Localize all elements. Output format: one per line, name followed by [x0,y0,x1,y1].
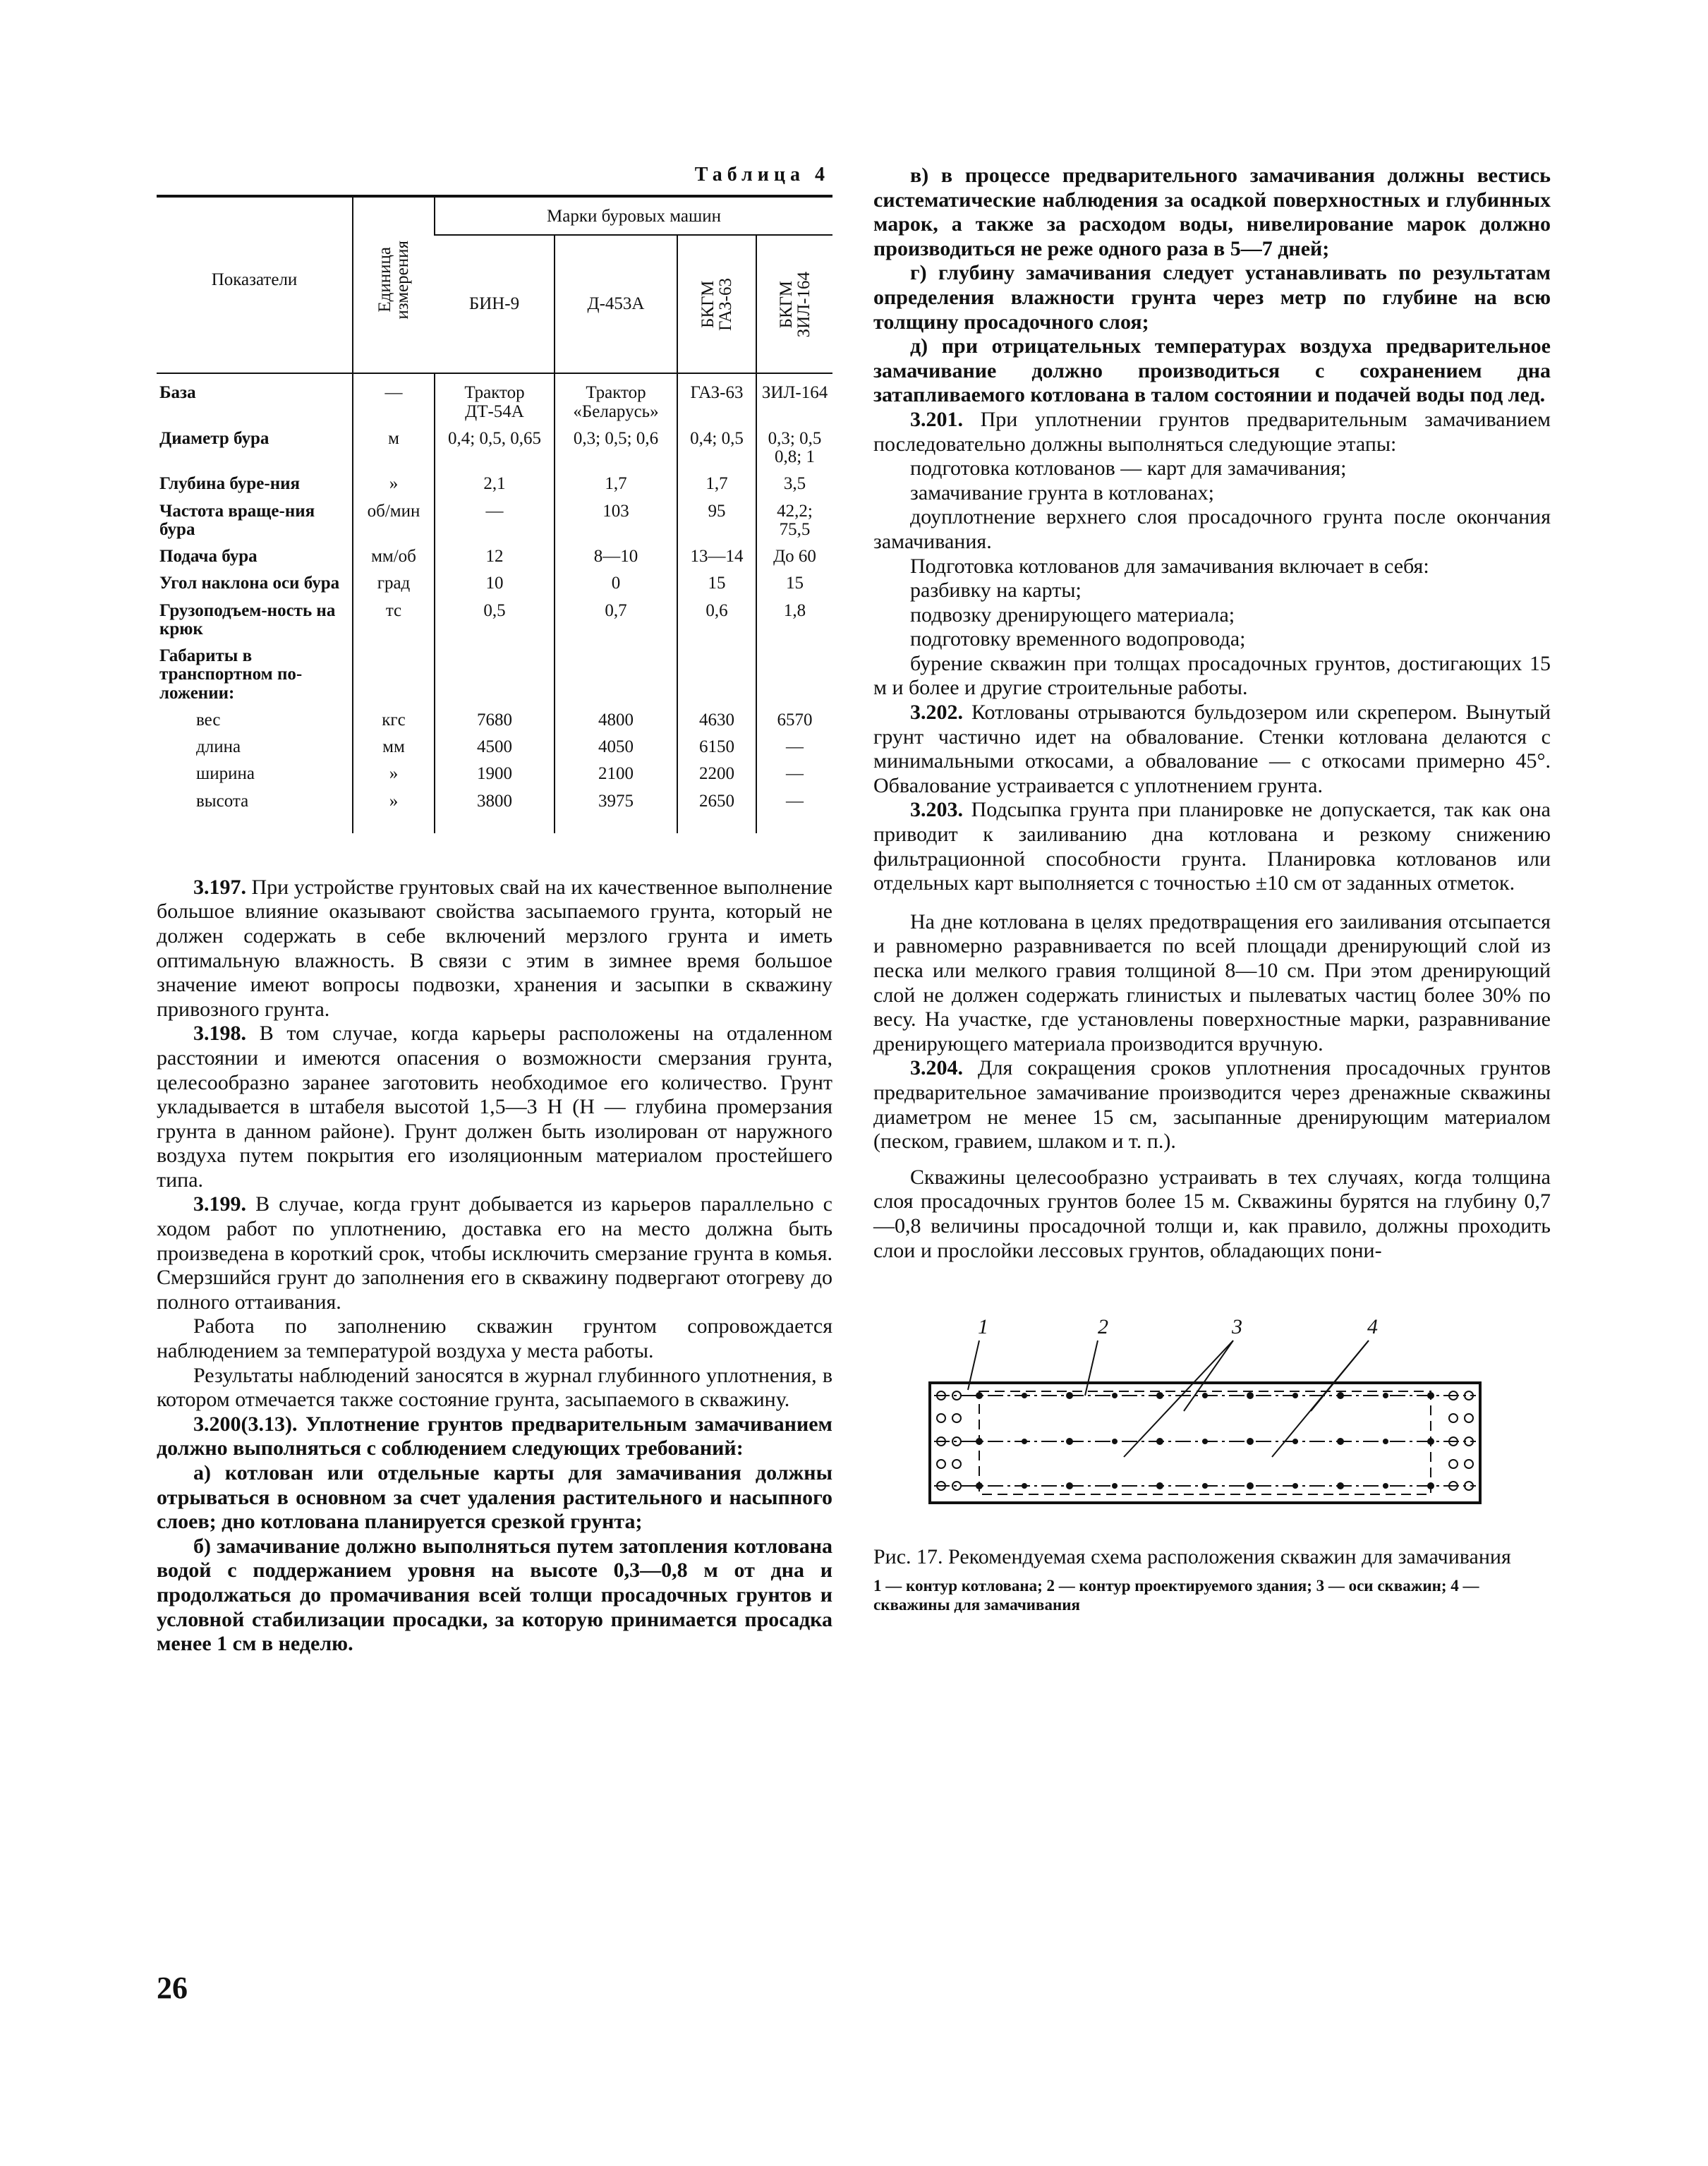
well-marker [1156,1438,1163,1445]
cell: 1,8 [756,600,832,646]
requirement-b: б) замачивание должно выполняться путем затопления котлована водой с поддержанием уровня на высоте 0,3—0,8 м от дна и продолжаться до промачивания всей толщи просадочных грунтов и условной стабилизации просадки, за которую принимается просадка менее 1 см в неделю. [157,1534,832,1656]
figure-label-4: 4 [1367,1315,1378,1339]
well-marker [1292,1483,1298,1489]
header-machine-bin9: БИН-9 [435,235,555,373]
row-label: ширина [196,764,255,784]
cell: Трактор ДТ-54А [435,373,555,428]
list-item: замачивание грунта в котлованах; [910,480,1214,504]
cell: 3,5 [756,473,832,500]
cell: 0,3; 0,5 0,8; 1 [756,428,832,474]
table-row [157,763,832,790]
cell: 4800 [555,710,677,737]
cell: 3975 [555,791,677,833]
cell: 3800 [435,791,555,833]
cell: 4630 [677,710,756,737]
well-marker [976,1438,983,1445]
table-caption: Таблица 4 [694,164,830,186]
leader-line-3b [1124,1341,1233,1457]
row-unit: м [353,428,435,474]
well-marker [1202,1439,1208,1444]
paragraph-3-199: 3.199. В случае, когда грунт добывается из карьеров параллельно с ходом работ по уплотнению, доставка его на место должна быть произведена в короткий срок, чтобы исключить смерзание грунта в комья. Смерзшийся грунт до заполнения его в скважину подвергают отогреву до полного оттаивания. [157,1192,832,1314]
cell: 0,4; 0,5 [677,428,756,474]
edge-well-marker [1449,1460,1458,1468]
cell: 0,3; 0,5; 0,6 [555,428,677,474]
cell: 6150 [677,737,756,763]
cell: 95 [677,501,756,547]
cell: ГАЗ-63 [677,373,756,428]
cell: 12 [435,546,555,573]
well-marker [1066,1438,1073,1445]
row-unit: » [353,763,435,790]
well-marker [1202,1393,1208,1398]
header-machine-bkgm-zil164: БКГМ ЗИЛ-164 [756,235,832,373]
cell: 0 [555,573,677,600]
row-unit: град [353,573,435,600]
cell: 0,4; 0,5, 0,65 [435,428,555,474]
row-label: База [159,383,196,403]
edge-well-marker [1449,1414,1458,1422]
cell: 15 [756,573,832,600]
cell: — [756,763,832,790]
cell: 0,5 [435,600,555,646]
cell: 6570 [756,710,832,737]
header-machines-group: Марки буровых машин [435,196,832,235]
row-label: Диаметр бура [159,428,269,448]
cell [555,646,677,710]
edge-well-marker [937,1414,945,1422]
row-label: длина [196,737,241,756]
figure-17 [873,1312,1551,1614]
row-unit: — [353,373,435,428]
right-column [873,164,1551,1614]
edge-well-marker [937,1460,945,1468]
table-row [157,373,832,428]
well-layout-diagram [873,1312,1551,1517]
cell: 2650 [677,791,756,833]
row-unit: об/мин [353,501,435,547]
edge-well-marker [1465,1414,1473,1422]
leader-line-3a [1184,1341,1233,1411]
figure-label-1: 1 [978,1315,988,1339]
requirement-d: д) при отрицательных температурах воздуха предварительное замачивание должно производиться с сохранением дна затапливаемого котлована в талом состоянии и подачей воды под лед. [873,334,1551,407]
requirement-g: г) глубину замачивания следует устанавливать по результатам определения влажности грунта через метр по глубине на всю толщину просадочного слоя; [873,261,1551,334]
drilling-machines-table [157,195,832,833]
table-row [157,428,832,474]
edge-well-marker [1465,1460,1473,1468]
cell: 7680 [435,710,555,737]
paragraph-3-203: 3.203. Подсыпка грунта при планировке не допускается, так как она приводит к заиливанию дна котлована и резкому снижению фильтрационной способности грунта. Планировка котлованов или отдельных карт выполняется с точностью ±10 см от заданных отметок. [873,798,1551,895]
row-label: Грузоподъем-ность на крюк [159,600,336,639]
cell: 0,7 [555,600,677,646]
cell: 8—10 [555,546,677,573]
table-row [157,646,832,710]
cell [677,646,756,710]
cell: 1,7 [555,473,677,500]
row-unit [353,646,435,710]
paragraph-3-198: 3.198. В том случае, когда карьеры расположены на отдаленном расстоянии и имеются опасения о возможности смерзания грунта, целесообразно заранее заготовить необходимое его количество. Грунт укладывается в штабеля высотой 1,5—3 H (H — глубина промерзания грунта в данном районе). Грунт должен быть изолирован от наружного воздуха путем покрытия его изоляционным материалом простейшего типа. [157,1022,832,1192]
header-machine-bkgm-gaz63: БКГМ ГАЗ-63 [677,235,756,373]
row-unit: » [353,791,435,833]
paragraph-3-197: 3.197. При устройстве грунтовых свай на их качественное выполнение большое влияние оказывают свойства засыпаемого грунта, который не должен содержать в себе включений мерзлого грунта и иметь оптимальную влажность. В связи с этим в зимнее время большое значение имеют вопросы подвозки, хранения и засыпки в скважину привозного грунта. [157,875,832,1021]
well-marker [1383,1393,1388,1398]
row-label: Глубина буре-ния [159,474,301,494]
well-marker [1427,1438,1434,1445]
figure-legend: 1 — контур котлована; 2 — контур проектируемого здания; 3 — оси скважин; 4 — скважины для замачивания [873,1577,1479,1614]
well-marker [1112,1439,1118,1444]
paragraph-3-204: 3.204. Для сокращения сроков уплотнения просадочных грунтов предварительное замачивание производится через дренажные скважины диаметром не менее 15 см, засыпанные дренирующим материалом (песком, гравием, шлаком и т. п.). [873,1056,1551,1154]
figure-label-3: 3 [1232,1315,1242,1339]
list-item: подготовка котлованов — карт для замачивания; [910,456,1347,480]
paragraph-3-202: 3.202. Котлованы отрываются бульдозером или скрепером. Вынутый грунт частично идет на обвалование. Стенки котлована делаются с минимальными откосами, а обвалование — с откосами примерно 45°. Обвалование устраивается с уплотнением грунта. [873,701,1551,797]
requirement-v: в) в процессе предварительного замачивания должны вестись систематические наблюдения за осадкой поверхностных и глубинных марок, а также за расходом воды, нивелирование марок должно производиться не реже одного раза в 5—7 дней; [873,164,1551,260]
cell: 0,6 [677,600,756,646]
cell: — [756,737,832,763]
well-marker [1247,1438,1254,1445]
row-label: Угол наклона оси бура [159,574,340,593]
figure-caption: Рис. 17. Рекомендуемая схема расположения скважин для замачивания [873,1545,1511,1569]
cell: 2100 [555,763,677,790]
table-row [157,737,832,763]
table-row [157,573,832,600]
cell: ЗИЛ-164 [756,373,832,428]
well-marker [1156,1482,1163,1489]
cell: 1,7 [677,473,756,500]
row-label: Частота враще-ния бура [159,501,315,539]
list-item: подвозку дренирующего материала; [910,603,1235,627]
leader-line-2 [1085,1341,1098,1396]
row-unit: тс [353,600,435,646]
well-marker [1383,1439,1388,1444]
well-marker [1247,1482,1254,1489]
paragraph: Результаты наблюдений заносятся в журнал глубинного уплотнения, в котором отмечается также состояние грунта, засыпаемого в скважину. [157,1363,832,1412]
well-marker [1427,1392,1434,1399]
well-marker [1292,1393,1298,1398]
row-unit: » [353,473,435,500]
well-marker [1066,1482,1073,1489]
row-unit: кгс [353,710,435,737]
list-item: бурение скважин при толщах просадочных грунтов, достигающих 15 м и более и другие строительные работы. [873,651,1551,700]
row-unit: мм/об [353,546,435,573]
list-item: разбивку на карты; [910,579,1082,603]
table-row [157,791,832,833]
cell [435,646,555,710]
cell: До 60 [756,546,832,573]
header-indicators: Показатели [157,196,353,373]
edge-well-marker [952,1460,961,1468]
well-marker [1022,1439,1027,1444]
well-marker [1247,1392,1254,1399]
cell: 2200 [677,763,756,790]
paragraph: На дне котлована в целях предотвращения его заиливания отсыпается и равномерно разравнивается по всей площади дренирующий слой из песка или мелкого гравия толщиной 8—10 см. При этом дренирующий слой не должен содержать глинистых и пылеватых частиц более 30% по весу. На участке, где установлены поверхностные марки, разравнивание дренирующего материала производится вручную. [873,909,1551,1055]
cell: 103 [555,501,677,547]
cell: 15 [677,573,756,600]
well-marker [1022,1483,1027,1489]
paragraph: Скважины целесообразно устраивать в тех случаях, когда толщина слоя просадочных грунтов более 15 м. Скважины бурятся на глубину 0,7—0,8 величины просадочной толщи и, как правило, должны проходить слои и прослойки лессовых грунтов, обладающих пони- [873,1165,1551,1262]
table-row [157,600,832,646]
cell: 42,2; 75,5 [756,501,832,547]
row-label: вес [196,710,221,730]
page-number: 26 [157,1971,188,2005]
cell: 2,1 [435,473,555,500]
row-label: Подача бура [159,547,258,566]
well-marker [1337,1392,1344,1399]
well-marker [1156,1392,1163,1399]
row-label: высота [196,791,249,811]
well-marker [1112,1393,1118,1398]
paragraph-3-200: 3.200(3.13). Уплотнение грунтов предварительным замачиванием должно выполняться с соблюдением следующих требований: [157,1412,832,1460]
well-marker [1292,1439,1298,1444]
well-marker [1202,1483,1208,1489]
header-unit: Единица измерения [353,196,435,373]
well-marker [1022,1393,1027,1398]
cell: 1900 [435,763,555,790]
cell: 4500 [435,737,555,763]
well-marker [1427,1482,1434,1489]
well-marker [976,1392,983,1399]
cell: 13—14 [677,546,756,573]
cell [756,646,832,710]
well-marker [976,1482,983,1489]
paragraph: Подготовка котлованов для замачивания включает в себя: [910,554,1429,578]
table-row [157,710,832,737]
paragraph-3-201: 3.201. При уплотнении грунтов предварительным замачиванием последовательно должны выполняться следующие этапы: [873,407,1551,456]
paragraph: Работа по заполнению скважин грунтом сопровождается наблюдением за температурой воздуха у места работы. [157,1314,832,1363]
well-marker [1337,1438,1344,1445]
left-text [157,876,832,1657]
well-marker [1112,1483,1118,1489]
table-row [157,501,832,547]
cell: 4050 [555,737,677,763]
table-row [157,473,832,500]
requirement-a: а) котлован или отдельные карты для замачивания должны отрываться в основном за счет удаления растительного и насыпного слоев; дно котлована планируется срезкой грунта; [157,1461,832,1534]
leader-line-4b [1272,1341,1369,1457]
well-marker [1383,1483,1388,1489]
cell: — [756,791,832,833]
figure-label-2: 2 [1098,1315,1108,1339]
list-item: подготовку временного водопровода; [910,627,1246,651]
cell: 10 [435,573,555,600]
edge-well-marker [952,1414,961,1422]
cell: Трактор «Беларусь» [555,373,677,428]
cell: — [435,501,555,547]
row-unit: мм [353,737,435,763]
table-row [157,546,832,573]
row-label: Габариты в транспортном по-ложении: [159,646,303,703]
well-marker [1066,1392,1073,1399]
left-column [157,164,832,1657]
well-marker [1337,1482,1344,1489]
header-machine-d453a: Д-453А [555,235,677,373]
list-item: доуплотнение верхнего слоя просадочного грунта после окончания замачивания. [873,505,1551,553]
